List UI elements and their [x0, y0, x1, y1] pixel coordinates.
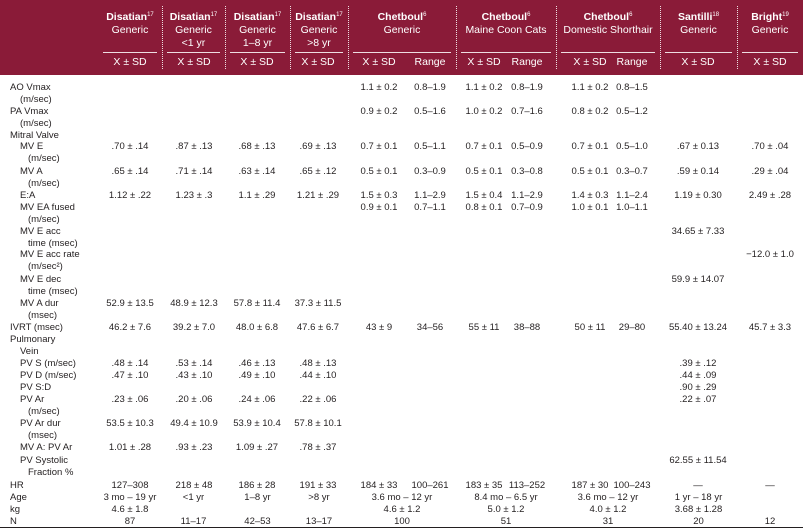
header-ref: 6	[527, 12, 531, 18]
row-label: PV D (m/sec)	[20, 370, 77, 381]
row-label: E:A	[20, 190, 36, 201]
subheader-mean: X ± SD	[573, 56, 607, 68]
table-cell: .90 ± .29	[679, 382, 717, 393]
header-group-4	[290, 11, 348, 50]
table-cell: 0.8–1.9	[511, 82, 543, 93]
header-subtitle: Generic	[175, 24, 212, 36]
table-cell: .67 ± 0.13	[676, 141, 720, 152]
table-cell: 0.5–1.2	[616, 106, 648, 117]
header-rule	[665, 52, 732, 53]
table-cell: 1.12 ± .22	[108, 190, 152, 201]
row-label: time (msec)	[28, 285, 78, 297]
table-cell: 5.0 ± 1.2	[487, 504, 525, 515]
header-group-7	[556, 11, 660, 37]
header-author: Chetboul	[481, 11, 528, 23]
header-rule	[103, 52, 157, 53]
table-header	[0, 0, 803, 75]
row-label: (m/sec)	[28, 177, 60, 189]
subheader-mean: X ± SD	[681, 56, 715, 68]
table-cell: 1.0–1.1	[616, 202, 648, 213]
table-cell: 57.8 ± 11.4	[233, 298, 281, 309]
header-subtitle: Generic	[300, 24, 338, 36]
table-cell: 49.4 ± 10.9	[170, 418, 218, 429]
table-cell: .93 ± .23	[175, 442, 213, 453]
subheader-mean: X ± SD	[753, 56, 787, 68]
table-cell: 3.6 mo – 12 yr	[577, 492, 639, 503]
table-cell: .87 ± .13	[175, 141, 213, 152]
table-cell: 0.7 ± 0.1	[465, 141, 503, 152]
header-ref: 17	[210, 12, 218, 18]
table-cell: 37.3 ± 11.5	[294, 298, 342, 309]
row-label: (msec)	[28, 429, 58, 441]
table-cell: .20 ± .06	[175, 394, 213, 405]
table-cell: —	[765, 480, 775, 491]
table-cell: 34–56	[416, 322, 444, 333]
header-ref: 19	[782, 12, 789, 18]
header-ref: 18	[712, 12, 720, 18]
header-group-name	[98, 11, 162, 24]
table-cell: .44 ± .09	[679, 370, 717, 381]
header-subtitle: 1–8 yr	[242, 37, 273, 49]
row-label: MV E	[20, 141, 44, 152]
table-cell: 186 ± 28	[238, 480, 276, 491]
table-cell: 1.0 ± 0.1	[571, 202, 609, 213]
table-cell: 29–80	[618, 322, 646, 333]
row-label: (m/sec)	[20, 117, 52, 129]
table-cell: 113–252	[508, 480, 546, 491]
table-cell: .39 ± .12	[679, 358, 717, 369]
row-label: AO Vmax	[10, 82, 51, 93]
table-cell: 187 ± 30	[571, 480, 609, 491]
table-cell: 0.7 ± 0.1	[571, 141, 609, 152]
table-cell: 12	[764, 516, 776, 527]
header-rule	[167, 52, 220, 53]
table-cell: 0.8–1.5	[616, 82, 648, 93]
table-cell: 39.2 ± 7.0	[172, 322, 216, 333]
row-label: HR	[10, 480, 24, 491]
table-cell: 51	[500, 516, 512, 527]
header-ref: 6	[629, 12, 633, 18]
table-cell: 1.1 ± 0.2	[465, 82, 503, 93]
table-cell: 1.5 ± 0.3	[360, 190, 398, 201]
header-author: Disatian	[295, 11, 337, 23]
header-author: Chetboul	[377, 11, 424, 23]
table-cell: 100	[394, 516, 410, 527]
row-label: IVRT (msec)	[10, 322, 63, 333]
row-label: MV E acc rate	[20, 249, 80, 260]
header-ref: 17	[274, 12, 282, 18]
table-cell: 11–17	[180, 516, 207, 527]
table-cell: 183 ± 35	[465, 480, 503, 491]
row-label: PV Ar	[20, 394, 45, 405]
table-cell: 100–261	[411, 480, 449, 491]
table-cell: .47 ± .10	[111, 370, 149, 381]
table-cell: 34.65 ± 7.33	[671, 226, 725, 237]
table-cell: 48.9 ± 12.3	[170, 298, 218, 309]
table-cell: .69 ± .13	[299, 141, 337, 152]
table-cell: 218 ± 48	[175, 480, 213, 491]
subheader-mean: X ± SD	[113, 56, 147, 68]
table-cell: 0.7–0.9	[511, 202, 543, 213]
row-label: Mitral Valve	[10, 130, 59, 141]
table-cell: 4.0 ± 1.2	[589, 504, 627, 515]
table-cell: 38–88	[513, 322, 541, 333]
table-cell: 0.5 ± 0.1	[571, 166, 609, 177]
row-label: kg	[10, 504, 21, 515]
table-cell: .48 ± .14	[111, 358, 149, 369]
header-subtitle: Generic	[383, 24, 421, 36]
row-label: MV EA fused	[20, 202, 75, 213]
table-cell: 1 yr – 18 yr	[674, 492, 723, 503]
header-group-8	[660, 11, 737, 37]
header-author: Disatian	[169, 11, 211, 23]
table-cell: 191 ± 33	[299, 480, 337, 491]
header-subtitle: Generic	[680, 24, 717, 36]
table-cell: .23 ± .06	[111, 394, 149, 405]
header-author: Chetboul	[583, 11, 630, 23]
table-cell: 1.1–2.9	[511, 190, 543, 201]
table-cell: .29 ± .04	[751, 166, 789, 177]
table-cell: 127–308	[111, 480, 149, 491]
header-group-9	[737, 11, 803, 37]
header-group-2	[162, 11, 225, 50]
header-rule	[461, 52, 551, 53]
table-cell: 0.7–1.6	[511, 106, 543, 117]
table-cell: 50 ± 11	[574, 322, 606, 333]
table-bottom-rule	[0, 527, 803, 528]
table-cell: .71 ± .14	[175, 166, 213, 177]
table-cell: 0.3–0.8	[511, 166, 543, 177]
row-label: Fraction %	[28, 466, 74, 478]
header-author: Bright	[751, 11, 783, 23]
table-cell: 53.9 ± 10.4	[233, 418, 281, 429]
header-group-5	[348, 11, 456, 37]
row-label: N	[10, 516, 17, 527]
header-ref: 17	[147, 12, 154, 18]
table-cell: 1.1–2.4	[616, 190, 648, 201]
table-cell: 1.21 ± .29	[296, 190, 340, 201]
subheader-mean: X ± SD	[240, 56, 274, 68]
header-group-name	[660, 11, 737, 24]
table-cell: —	[693, 480, 703, 491]
row-label: (m/sec)	[28, 213, 60, 225]
row-label: time (msec)	[28, 237, 78, 249]
table-cell: 4.6 ± 1.8	[111, 504, 149, 515]
table-cell: 8.4 mo – 6.5 yr	[474, 492, 538, 503]
row-label: (m/sec²)	[28, 260, 63, 272]
table-cell: .46 ± .13	[238, 358, 276, 369]
table-cell: 1.23 ± .3	[175, 190, 213, 201]
row-label: MV A: PV Ar	[20, 442, 73, 453]
table-cell: 53.5 ± 10.3	[106, 418, 154, 429]
table-cell: .59 ± 0.14	[676, 166, 720, 177]
row-label: Vein	[20, 345, 39, 357]
header-subtitle: Generic	[239, 24, 276, 36]
table-cell: 3 mo – 19 yr	[103, 492, 157, 503]
table-cell: 184 ± 33	[360, 480, 398, 491]
row-label: (m/sec)	[20, 93, 52, 105]
table-cell: 1.4 ± 0.3	[571, 190, 609, 201]
header-group-name	[556, 11, 660, 24]
table-cell: 4.6 ± 1.2	[383, 504, 421, 515]
table-cell: 1.1 ± .29	[238, 190, 276, 201]
header-subtitle: Generic	[111, 24, 149, 36]
table-cell: .70 ± .14	[111, 141, 149, 152]
table-cell: 0.8 ± 0.2	[571, 106, 609, 117]
table-cell: 1.5 ± 0.4	[465, 190, 503, 201]
table-cell: 0.5–0.9	[511, 141, 543, 152]
row-label: PV Ar dur	[20, 418, 61, 429]
table-cell: .44 ± .10	[299, 370, 337, 381]
header-group-name	[456, 11, 556, 24]
table-cell: .63 ± .14	[238, 166, 276, 177]
table-cell: .65 ± .12	[299, 166, 337, 177]
header-group-name	[737, 11, 803, 24]
header-group-name	[162, 11, 225, 24]
table-cell: 13–17	[305, 516, 333, 527]
table-cell: 0.9 ± 0.2	[360, 106, 398, 117]
row-label: MV E acc	[20, 226, 61, 237]
table-cell: 87	[124, 516, 136, 527]
row-label: MV A	[20, 166, 43, 177]
table-cell: 2.49 ± .28	[748, 190, 792, 201]
table-cell: 48.0 ± 6.8	[235, 322, 279, 333]
table-cell: <1 yr	[182, 492, 205, 503]
row-label: (m/sec)	[28, 152, 60, 164]
table-cell: 3.68 ± 1.28	[674, 504, 723, 515]
table-cell: 1.0 ± 0.2	[465, 106, 503, 117]
table-cell: .48 ± .13	[299, 358, 337, 369]
table-cell: .43 ± .10	[175, 370, 213, 381]
table-cell: 0.3–0.7	[616, 166, 648, 177]
subheader-mean: X ± SD	[301, 56, 335, 68]
header-group-3	[225, 11, 290, 50]
header-group-6	[456, 11, 556, 37]
header-rule	[561, 52, 655, 53]
table-cell: 0.5–1.0	[616, 141, 648, 152]
table-cell: 0.7–1.1	[414, 202, 446, 213]
table-cell: 0.7 ± 0.1	[360, 141, 398, 152]
table-body	[0, 75, 803, 531]
table-cell: 46.2 ± 7.6	[108, 322, 152, 333]
row-label: PV Systolic	[20, 455, 69, 466]
table-cell: 52.9 ± 13.5	[106, 298, 154, 309]
row-label: MV E dec	[20, 274, 62, 285]
header-author: Disatian	[106, 11, 148, 23]
table-cell: 62.55 ± 11.54	[669, 455, 727, 466]
subheader-range: Range	[511, 56, 543, 68]
table-cell: 1.1–2.9	[414, 190, 446, 201]
row-label: PV S:D	[20, 382, 52, 393]
table-cell: 0.5 ± 0.1	[360, 166, 398, 177]
header-group-1	[98, 11, 162, 37]
header-group-name	[290, 11, 348, 24]
table-cell: .22 ± .06	[299, 394, 337, 405]
table-cell: 1.1 ± 0.2	[360, 82, 398, 93]
table-cell: 3.6 mo – 12 yr	[371, 492, 433, 503]
table-cell: 0.9 ± 0.1	[360, 202, 398, 213]
table-cell: .70 ± .04	[751, 141, 789, 152]
header-author: Santilli	[677, 11, 713, 23]
header-rule	[742, 52, 798, 53]
header-ref: 17	[336, 12, 343, 18]
table-cell: 42–53	[244, 516, 271, 527]
table-cell: .65 ± .14	[111, 166, 149, 177]
table-cell: −12.0 ± 1.0	[746, 249, 794, 260]
table-cell: 0.3–0.9	[414, 166, 446, 177]
header-subtitle: Domestic Shorthair	[563, 24, 653, 36]
table-cell: .68 ± .13	[238, 141, 276, 152]
row-label: PA Vmax	[10, 106, 49, 117]
row-label: MV A dur	[20, 298, 59, 309]
table-cell: .22 ± .07	[679, 394, 717, 405]
table-cell: 20	[693, 516, 704, 527]
table-cell: 100–243	[613, 480, 651, 491]
header-ref: 6	[423, 12, 427, 18]
table-cell: .53 ± .14	[175, 358, 213, 369]
subheader-range: Range	[616, 56, 648, 68]
table-cell: 1.09 ± .27	[235, 442, 279, 453]
subheader-mean: X ± SD	[362, 56, 396, 68]
header-subtitle: >8 yr	[307, 37, 331, 49]
header-subtitle: Generic	[751, 24, 789, 36]
table-cell: >8 yr	[308, 492, 330, 503]
row-label: Pulmonary	[10, 334, 56, 345]
table-cell: 43 ± 9	[365, 322, 393, 333]
table-cell: 31	[602, 516, 614, 527]
table-cell: 45.7 ± 3.3	[748, 322, 792, 333]
table-cell: 1–8 yr	[244, 492, 271, 503]
table-cell: 0.8 ± 0.1	[465, 202, 503, 213]
row-label: (m/sec)	[28, 405, 60, 417]
table-cell: 0.5–1.6	[414, 106, 446, 117]
subheader-range: Range	[414, 56, 446, 68]
header-author: Disatian	[233, 11, 275, 23]
table-cell: .78 ± .37	[299, 442, 337, 453]
subheader-mean: X ± SD	[177, 56, 211, 68]
table-cell: 47.6 ± 6.7	[296, 322, 340, 333]
table-cell: 0.5 ± 0.1	[465, 166, 503, 177]
table-cell: 57.8 ± 10.1	[294, 418, 342, 429]
header-rule	[295, 52, 343, 53]
table-cell: 59.9 ± 14.07	[671, 274, 725, 285]
header-subtitle: <1 yr	[181, 37, 206, 49]
row-label: Age	[10, 492, 27, 503]
table-cell: 0.5–1.1	[414, 141, 446, 152]
table-cell: .24 ± .06	[238, 394, 276, 405]
table-cell: 1.1 ± 0.2	[571, 82, 609, 93]
table-cell: 55.40 ± 13.24	[668, 322, 728, 333]
table-cell: 1.19 ± 0.30	[674, 190, 722, 201]
table-cell: 1.01 ± .28	[108, 442, 152, 453]
header-group-name	[348, 11, 456, 24]
table-cell: .49 ± .10	[238, 370, 276, 381]
header-group-name	[225, 11, 290, 24]
header-rule	[353, 52, 451, 53]
table-cell: 55 ± 11	[468, 322, 500, 333]
row-label: (msec)	[28, 309, 58, 321]
row-label: PV S (m/sec)	[20, 358, 76, 369]
subheader-mean: X ± SD	[467, 56, 501, 68]
header-rule	[230, 52, 285, 53]
table-cell: 0.8–1.9	[414, 82, 446, 93]
header-subtitle: Maine Coon Cats	[465, 24, 547, 36]
